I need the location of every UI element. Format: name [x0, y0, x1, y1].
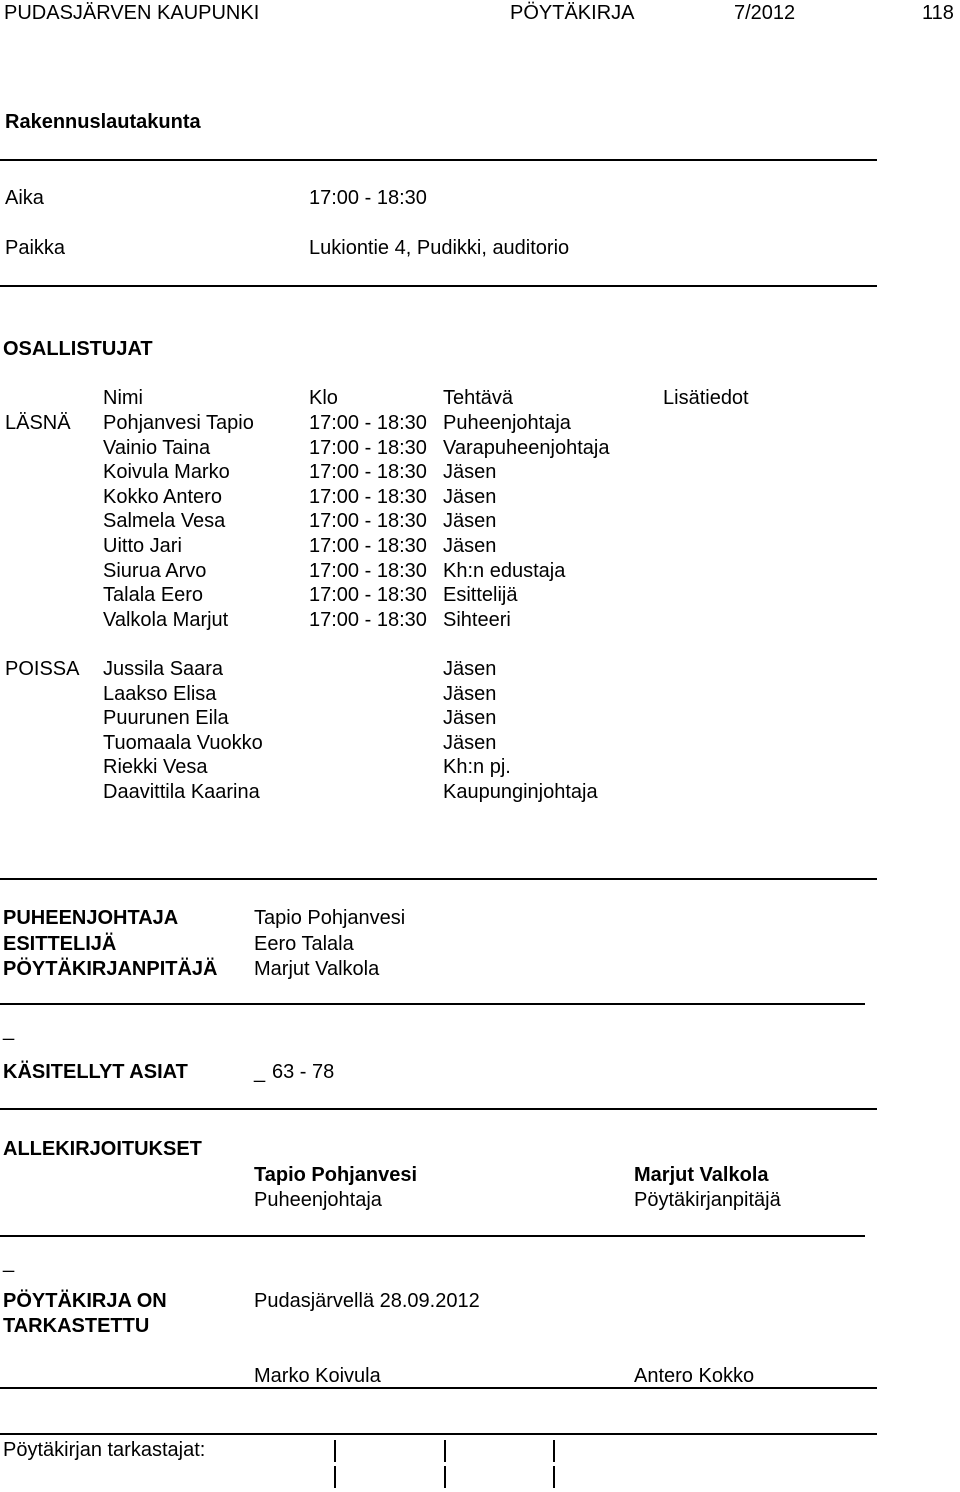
participant-time: 17:00 - 18:30	[309, 559, 427, 582]
participant-name: Siurua Arvo	[103, 559, 207, 582]
participant-time: 17:00 - 18:30	[309, 535, 427, 557]
divider	[0, 1433, 877, 1435]
participant-name: Pohjanvesi Tapio	[103, 412, 254, 434]
participant-name: Kokko Antero	[103, 485, 222, 508]
items-marker: _	[254, 1061, 266, 1083]
signatures-label: ALLEKIRJOITUKSET	[3, 1138, 202, 1160]
participant-time: 17:00 - 18:30	[309, 608, 427, 631]
official-name: Marjut Valkola	[254, 958, 380, 980]
absent-role: Jäsen	[443, 682, 497, 705]
participant-name: Valkola Marjut	[103, 608, 229, 631]
divider	[0, 159, 877, 161]
divider	[0, 1235, 865, 1237]
separator-bar	[444, 1440, 446, 1462]
participant-time: 17:00 - 18:30	[309, 510, 427, 533]
checked-label-line2: TARKASTETTU	[3, 1315, 150, 1337]
column-info-header: Lisätiedot	[663, 387, 749, 409]
participant-role: Esittelijä	[443, 584, 518, 607]
divider	[0, 285, 877, 287]
participant-time: 17:00 - 18:30	[309, 485, 427, 508]
header-city: PUDASJÄRVEN KAUPUNKI	[4, 2, 260, 24]
signature-2-name: Marjut Valkola	[634, 1164, 769, 1186]
participant-time: 17:00 - 18:30	[309, 412, 427, 434]
present-label: LÄSNÄ	[5, 412, 71, 434]
checked-label-line1: PÖYTÄKIRJA ON	[3, 1290, 167, 1312]
footer-label: Pöytäkirjan tarkastajat:	[3, 1439, 206, 1461]
place-value: Lukiontie 4, Pudikki, auditorio	[309, 237, 570, 259]
participant-name: Uitto Jari	[103, 535, 182, 557]
absent-label: POISSA	[5, 658, 80, 680]
divider	[0, 1108, 877, 1110]
signature-1-title: Puheenjohtaja	[254, 1189, 382, 1211]
header-number: 7/2012	[734, 2, 796, 24]
separator-bar	[334, 1440, 336, 1462]
items-label: KÄSITELLYT ASIAT	[3, 1061, 188, 1083]
divider	[0, 878, 877, 880]
dash-mark: _	[3, 1251, 15, 1273]
participant-time: 17:00 - 18:30	[309, 461, 427, 484]
checker-1-name: Marko Koivula	[254, 1365, 381, 1387]
participant-name: Vainio Taina	[103, 436, 211, 459]
participant-role: Puheenjohtaja	[443, 412, 571, 434]
participant-name: Koivula Marko	[103, 461, 230, 484]
signature-1-name: Tapio Pohjanvesi	[254, 1164, 417, 1186]
time-value: 17:00 - 18:30	[309, 187, 427, 209]
participant-time: 17:00 - 18:30	[309, 584, 427, 607]
column-name-header: Nimi	[103, 387, 143, 409]
participant-role: Kh:n edustaja	[443, 559, 566, 582]
absent-name: Jussila Saara	[103, 658, 224, 680]
absent-role: Kh:n pj.	[443, 756, 511, 779]
participant-role: Sihteeri	[443, 608, 511, 631]
absent-role: Jäsen	[443, 658, 497, 680]
absent-role: Jäsen	[443, 707, 497, 730]
items-range: 63 - 78	[272, 1061, 335, 1083]
official-role-label: PUHEENJOHTAJA	[3, 907, 179, 929]
separator-bar	[334, 1466, 336, 1488]
participant-role: Jäsen	[443, 510, 497, 533]
checked-place-date: Pudasjärvellä 28.09.2012	[254, 1290, 480, 1312]
divider	[0, 1387, 877, 1389]
participants-heading: OSALLISTUJAT	[3, 338, 153, 360]
absent-name: Puurunen Eila	[103, 707, 229, 730]
participant-role: Jäsen	[443, 461, 497, 484]
separator-bar	[444, 1466, 446, 1488]
place-label: Paikka	[5, 237, 66, 259]
column-role-header: Tehtävä	[443, 387, 514, 409]
header-doc-type: PÖYTÄKIRJA	[510, 2, 635, 24]
official-name: Tapio Pohjanvesi	[254, 907, 406, 929]
dash-mark: _	[3, 1019, 15, 1041]
participant-role: Jäsen	[443, 485, 497, 508]
participant-role: Jäsen	[443, 535, 497, 557]
column-time-header: Klo	[309, 387, 338, 409]
time-label: Aika	[5, 187, 44, 209]
signature-2-title: Pöytäkirjanpitäjä	[634, 1189, 781, 1211]
participant-name: Talala Eero	[103, 584, 204, 607]
official-role-label: ESITTELIJÄ	[3, 932, 117, 955]
absent-role: Jäsen	[443, 731, 497, 754]
absent-role: Kaupunginjohtaja	[443, 781, 598, 803]
separator-bar	[553, 1466, 555, 1488]
divider	[0, 1003, 865, 1005]
participant-name: Salmela Vesa	[103, 510, 226, 533]
participant-role: Varapuheenjohtaja	[443, 436, 610, 459]
official-role-label: PÖYTÄKIRJANPITÄJÄ	[3, 958, 218, 980]
absent-name: Daavittila Kaarina	[103, 781, 260, 803]
official-name: Eero Talala	[254, 932, 354, 955]
committee-name: Rakennuslautakunta	[5, 111, 201, 133]
separator-bar	[553, 1440, 555, 1462]
header-page-number: 118	[922, 2, 954, 24]
absent-name: Riekki Vesa	[103, 756, 208, 779]
absent-name: Tuomaala Vuokko	[103, 731, 263, 754]
absent-name: Laakso Elisa	[103, 682, 217, 705]
checker-2-name: Antero Kokko	[634, 1365, 755, 1387]
participant-time: 17:00 - 18:30	[309, 436, 427, 459]
